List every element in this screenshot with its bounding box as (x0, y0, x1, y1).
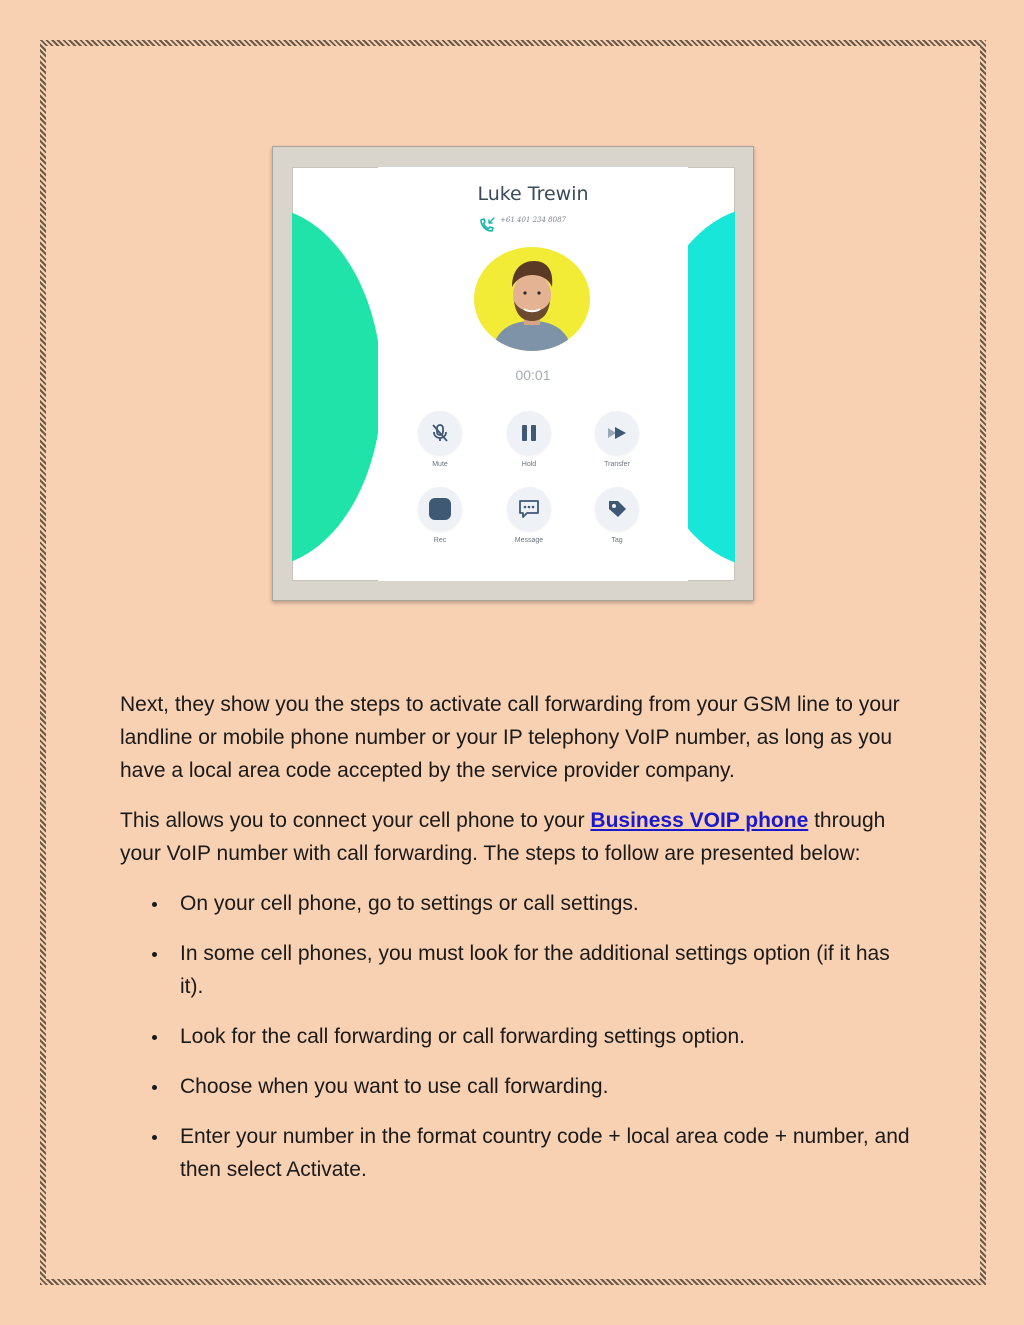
caller-avatar (474, 247, 590, 351)
tag-icon (606, 498, 628, 520)
mute-button[interactable] (418, 411, 462, 455)
message-control[interactable] (499, 487, 559, 544)
rec-control[interactable] (410, 487, 470, 544)
incoming-call-icon (478, 216, 496, 234)
mic-off-icon (429, 422, 451, 444)
tag-label: Tag (611, 537, 623, 544)
step-item: On your cell phone, go to settings or call settings. (120, 887, 910, 920)
message-label: Message (514, 537, 544, 544)
caller-name: Luke Trewin (477, 183, 589, 205)
rec-button[interactable] (418, 487, 462, 531)
hold-button[interactable] (507, 411, 551, 455)
rec-label: Rec (433, 537, 447, 544)
step-item: Choose when you want to use call forwarding. (120, 1070, 910, 1103)
transfer-control[interactable] (587, 411, 647, 468)
mute-label: Mute (432, 461, 448, 468)
transfer-icon (606, 422, 628, 444)
image-frame (272, 146, 754, 601)
hold-label: Hold (521, 461, 537, 468)
transfer-label: Transfer (604, 461, 630, 468)
transfer-button[interactable] (595, 411, 639, 455)
pause-icon (518, 422, 540, 444)
step-item: In some cell phones, you must look for the additional settings option (if it has it). (120, 937, 910, 1003)
paragraph-connect-end: through your VoIP number with call forwarding. The steps to follow are presented below: (120, 809, 886, 865)
caller-number: +61 401 234 8087 (500, 216, 566, 224)
call-screen-image (292, 167, 735, 581)
business-voip-phone-link[interactable]: Business VOIP phone (590, 809, 809, 832)
tag-button[interactable] (595, 487, 639, 531)
step-item: Enter your number in the format country code + local area code + number, and then select Activate. (120, 1120, 910, 1186)
step-item: Look for the call forwarding or call forwarding settings option. (120, 1020, 910, 1053)
call-timer: 00:01 (515, 367, 551, 383)
message-icon (518, 498, 540, 520)
mute-control[interactable] (410, 411, 470, 468)
record-icon (429, 498, 451, 520)
article-body (120, 688, 910, 1203)
tag-control[interactable] (587, 487, 647, 544)
message-button[interactable] (507, 487, 551, 531)
call-panel (378, 167, 688, 581)
paragraph-intro: Next, they show you the steps to activate call forwarding from your GSM line to your landline or mobile phone number or your IP telephony VoIP number, as long as you have a local area code accepted by the service provider company. (120, 693, 900, 782)
steps-list (120, 887, 910, 1186)
paragraph-connect-start: This allows you to connect your cell phone to your (120, 809, 591, 832)
paragraph-connect (120, 804, 910, 870)
hold-control[interactable] (499, 411, 559, 468)
decorative-circle-left (292, 207, 382, 567)
